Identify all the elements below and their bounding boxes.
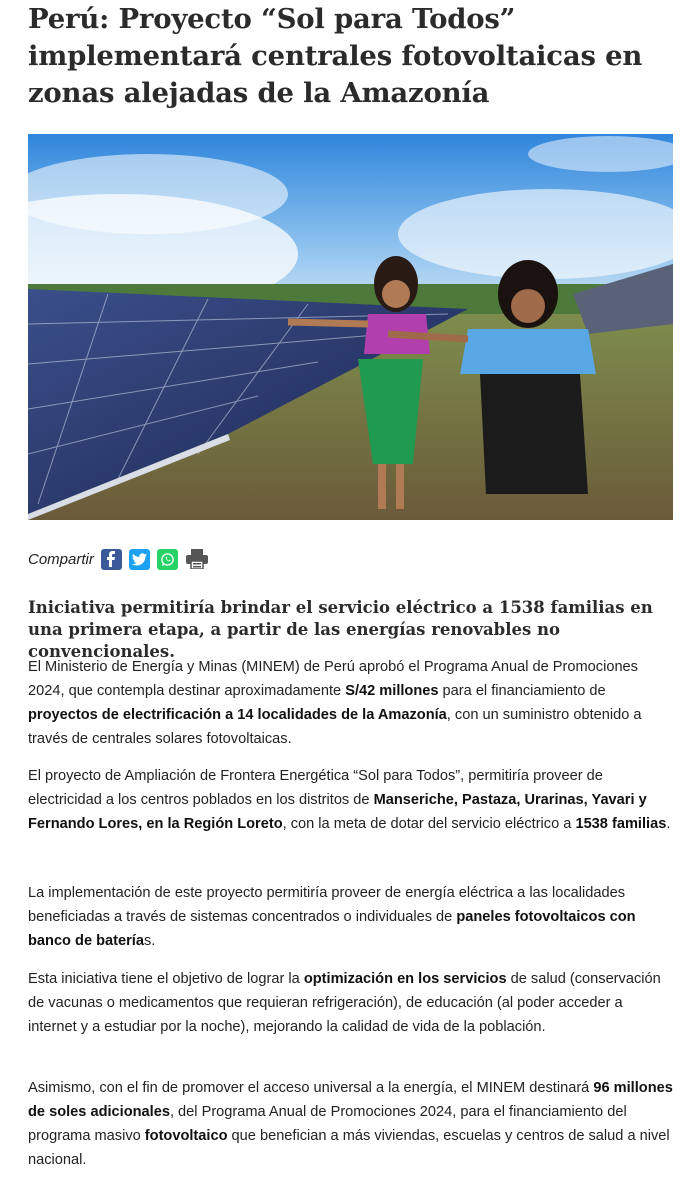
article [28,0,673,1168]
paragraph-3: La implementación de este proyecto permitiría proveer de energía eléctrica a las localidades beneficiadas a través de sistemas concentrados o individuales de paneles fotovoltaicos con banco de baterías. [28,885,636,949]
article-lead: Iniciativa permitiría brindar el servicio eléctrico a 1538 familias en una primera etapa, a partir de las energías renovables no convencionales. [28,598,653,661]
twitter-icon[interactable] [129,549,150,570]
solar-farm-photo [28,134,673,520]
paragraph-5: Asimismo, con el fin de promover el acceso universal a la energía, el MINEM destinará 96 millones de soles adicionales, del Programa Anual de Promociones 2024, para el financiamiento del programa masivo fotovoltaico que benefician a más viviendas, escuelas y centros de salud a nivel nacional. [28,1080,673,1168]
print-icon[interactable] [185,549,209,570]
article-title: Perú: Proyecto “Sol para Todos” implementará centrales fotovoltaicas en zonas alejadas de la Amazonía [28,3,643,109]
paragraph-4: Esta iniciativa tiene el objetivo de lograr la optimización en los servicios de salud (conservación de vacunas o medicamentos que requieran refrigeración), de educación (al poder acceder a internet y a estudiar por la noche), mejorando la calidad de vida de la población. [28,971,661,1035]
paragraph-1: El Ministerio de Energía y Minas (MINEM) de Perú aprobó el Programa Anual de Promociones 2024, que contempla destinar aproximadamente S/42 millones para el financiamiento de proyectos de electrificación a 14 localidades de la Amazonía, con un suministro obtenido a través de centrales solares fotovoltaicas. [28,659,642,747]
share-bar [28,546,216,572]
facebook-icon[interactable] [101,549,122,570]
paragraph-2: El proyecto de Ampliación de Frontera Energética “Sol para Todos”, permitiría proveer de electricidad a los centros poblados en los distritos de Manseriche, Pastaza, Urarinas, Yavari y Fernando Lores, en la Región Loreto, con la meta de dotar del servicio eléctrico a 1538 familias. [28,768,671,832]
whatsapp-icon[interactable] [157,549,178,570]
hero-photo [28,134,673,520]
share-label: Compartir [28,550,94,568]
